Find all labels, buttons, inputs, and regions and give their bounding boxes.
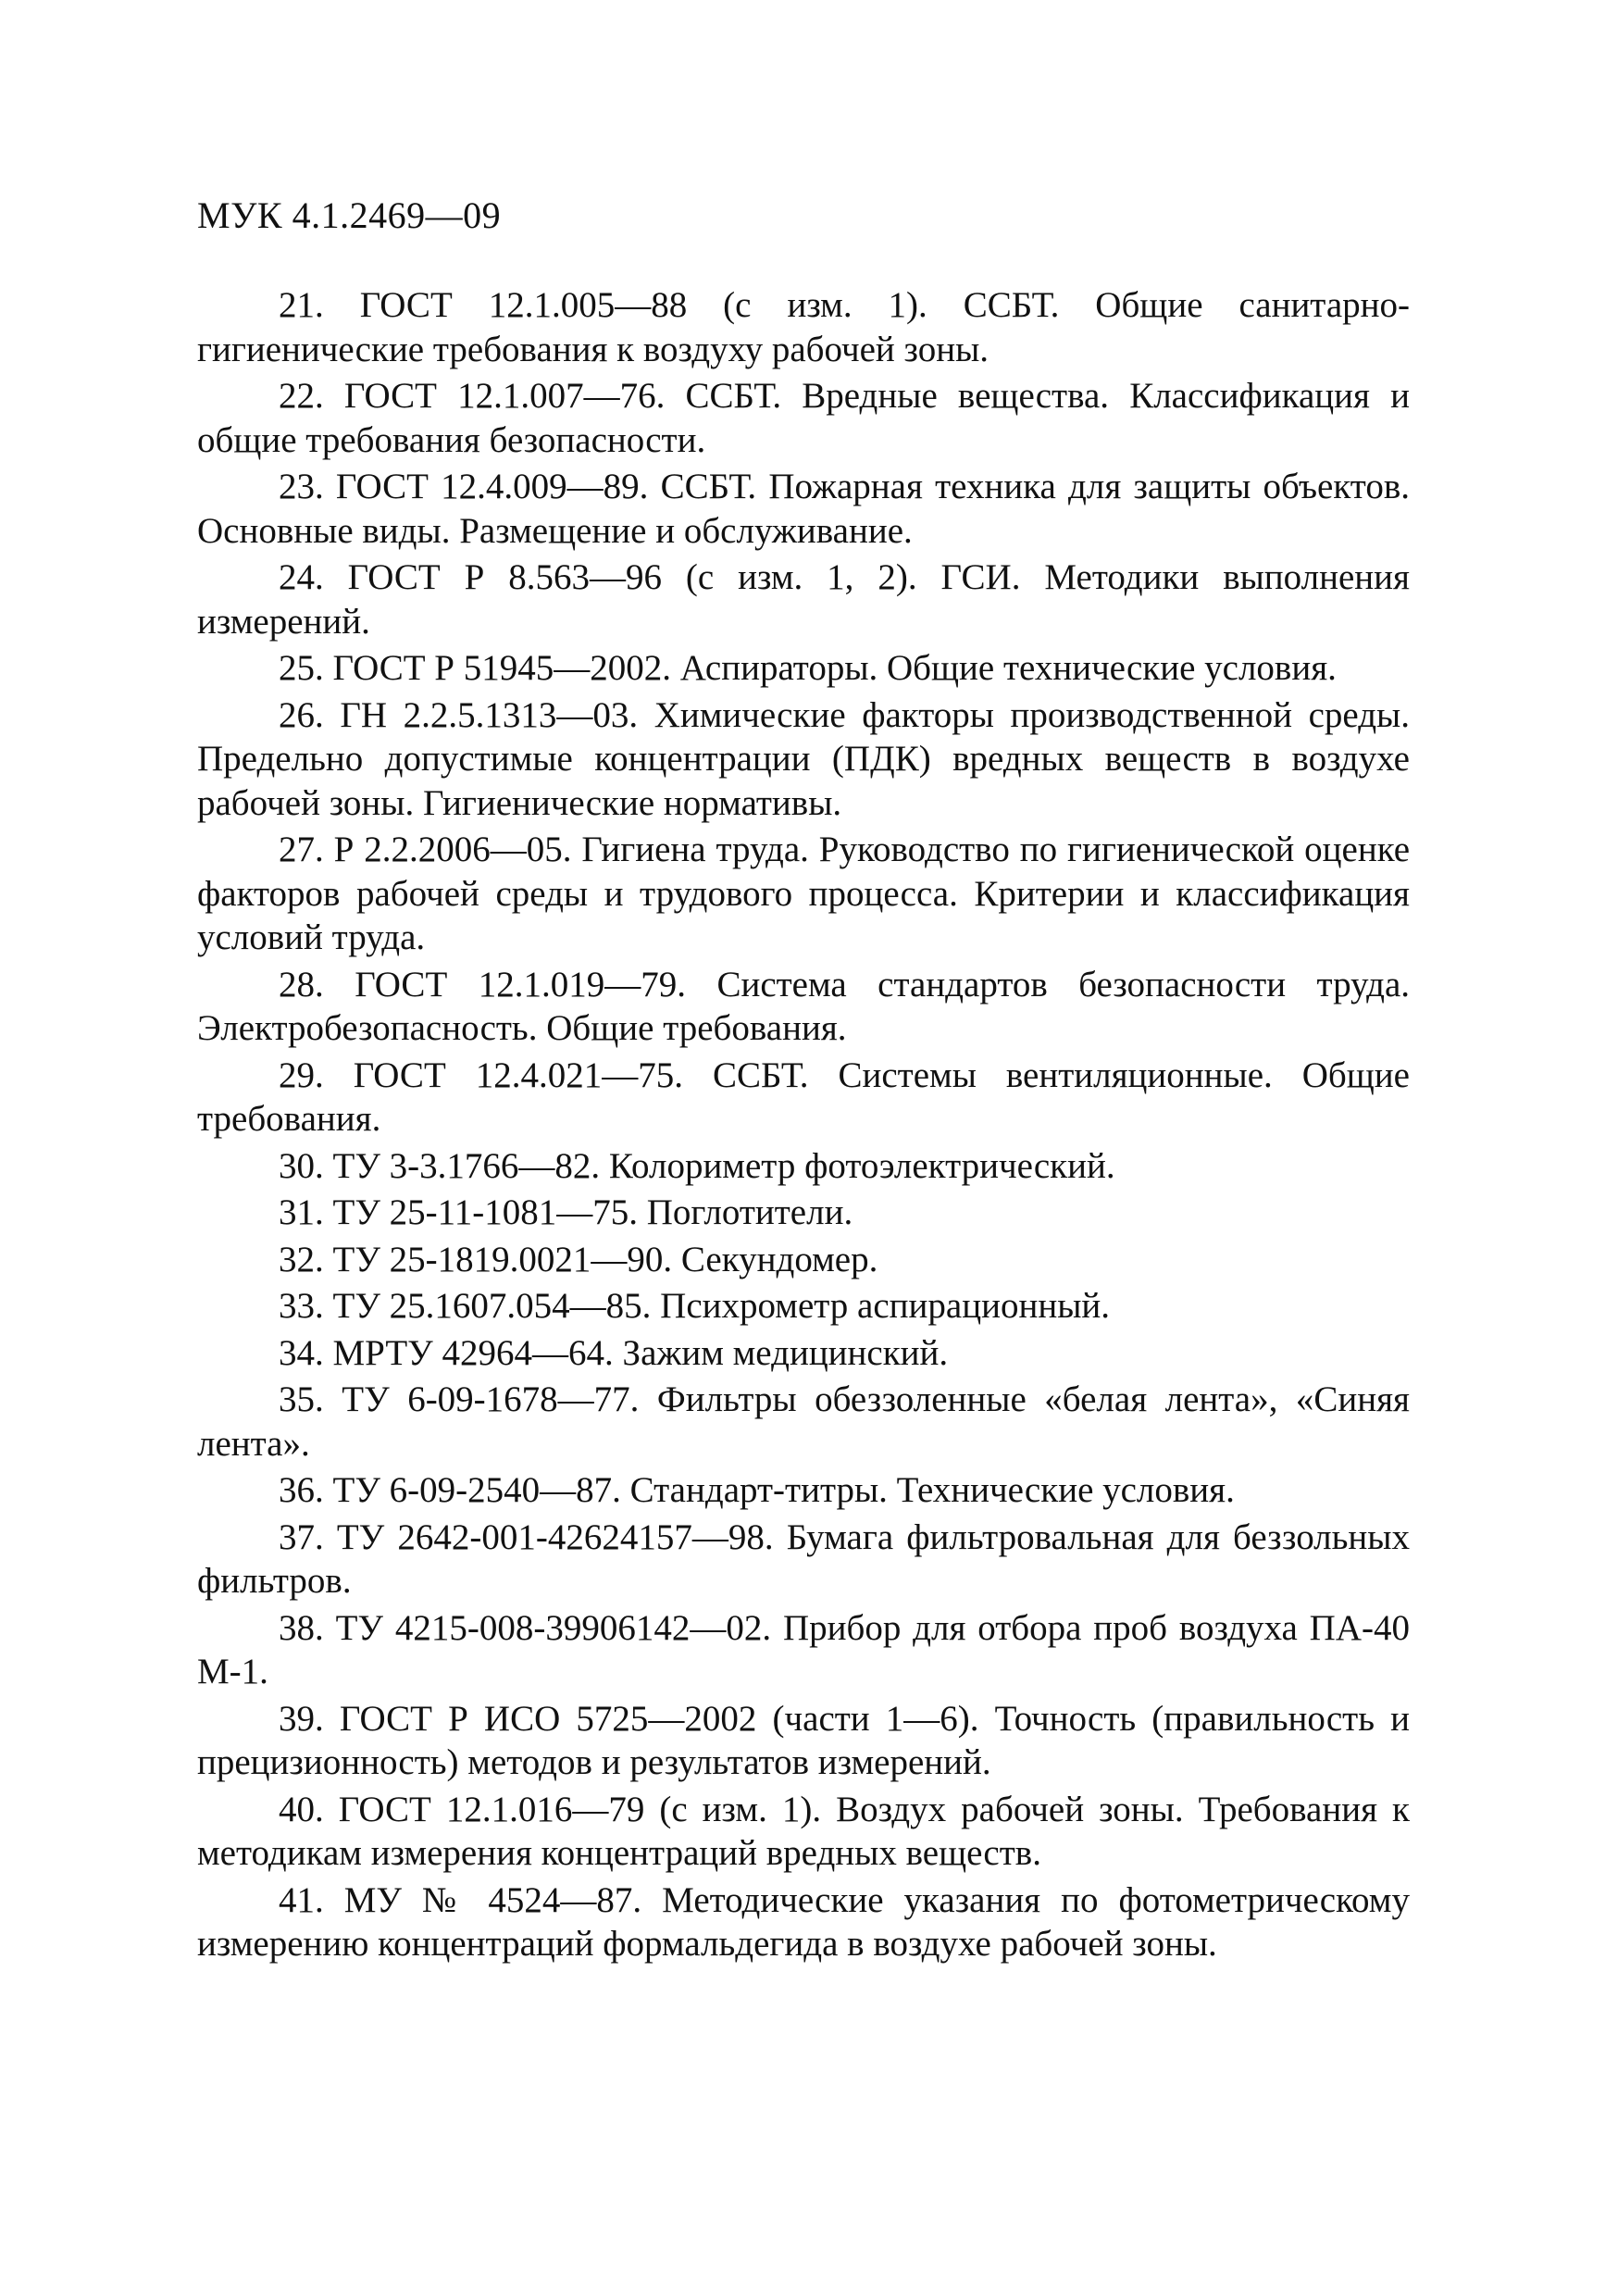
reference-text: 26. ГН 2.2.5.1313—03. Химические факторы производственной среды. Предельно допустимые концентрации (ПДК) вредных веществ в воздухе рабочей зоны. Гигиенические нормативы. [197,694,1410,823]
reference-text: 37. ТУ 2642-001-42624157—98. Бумага фильтровальная для беззольных фильтров. [197,1516,1410,1601]
reference-item [197,1697,1410,1785]
reference-item [197,828,1410,960]
reference-item [197,1238,1410,1282]
reference-text: 25. ГОСТ Р 51945—2002. Аспираторы. Общие технические условия. [279,648,1337,688]
reference-text: 36. ТУ 6-09-2540—87. Стандарт-титры. Технические условия. [279,1470,1235,1510]
reference-item [197,963,1410,1051]
reference-text: 34. МРТУ 42964—64. Зажим медицинский. [279,1332,949,1373]
reference-text: 29. ГОСТ 12.4.021—75. ССБТ. Системы вентиляционные. Общие требования. [197,1054,1410,1139]
reference-text: 38. ТУ 4215-008-39906142—02. Прибор для отбора проб воздуха ПА-40 М-1. [197,1607,1410,1691]
reference-text: 41. МУ № 4524—87. Методические указания по фотометрическому измерению концентраций формальдегида в воздухе рабочей зоны. [197,1879,1410,1964]
reference-text: 30. ТУ 3-3.1766—82. Колориметр фотоэлектрический. [279,1145,1115,1186]
reference-text: 31. ТУ 25-11-1081—75. Поглотители. [279,1192,853,1232]
reference-text: 28. ГОСТ 12.1.019—79. Система стандартов безопасности труда. Электробезопасность. Общие требования. [197,964,1410,1048]
reference-item [197,1516,1410,1603]
reference-item [197,555,1410,643]
reference-item [197,1788,1410,1876]
reference-text: 40. ГОСТ 12.1.016—79 (с изм. 1). Воздух рабочей зоны. Требования к методикам измерения концентраций вредных веществ. [197,1789,1410,1873]
reference-text: 33. ТУ 25.1607.054—85. Психрометр аспирационный. [279,1286,1111,1326]
reference-item [197,1331,1410,1376]
reference-item [197,693,1410,826]
reference-item [197,283,1410,371]
reference-item [197,1191,1410,1235]
reference-list [197,283,1410,1969]
reference-item [197,1378,1410,1466]
reference-item [197,374,1410,462]
reference-item [197,1284,1410,1329]
reference-text: 21. ГОСТ 12.1.005—88 (с изм. 1). ССБТ. Общие санитарно-гигиенические требования к воздуху рабочей зоны. [197,285,1410,369]
reference-text: 39. ГОСТ Р ИСО 5725—2002 (части 1—6). Точность (правильность и прецизионность) методов и результатов измерений. [197,1698,1410,1782]
reference-item [197,1606,1410,1694]
reference-item [197,1144,1410,1189]
reference-text: 27. Р 2.2.2006—05. Гигиена труда. Руководство по гигиенической оценке факторов рабочей среды и трудового процесса. Критерии и классификация условий труда. [197,830,1410,957]
reference-text: 35. ТУ 6-09-1678—77. Фильтры обеззоленные «белая лента», «Синяя лента». [197,1379,1410,1464]
reference-item [197,1878,1410,1966]
reference-text: 32. ТУ 25-1819.0021—90. Секундомер. [279,1239,878,1279]
reference-text: 24. ГОСТ Р 8.563—96 (с изм. 1, 2). ГСИ. Методики выполнения измерений. [197,557,1410,642]
reference-item [197,1468,1410,1513]
reference-item [197,465,1410,553]
document-header: МУК 4.1.2469—09 [197,194,502,236]
reference-item [197,646,1410,691]
reference-text: 23. ГОСТ 12.4.009—89. ССБТ. Пожарная техника для защиты объектов. Основные виды. Размещение и обслуживание. [197,467,1410,551]
reference-text: 22. ГОСТ 12.1.007—76. ССБТ. Вредные вещества. Классификация и общие требования безопасности. [197,376,1410,460]
reference-item [197,1054,1410,1142]
